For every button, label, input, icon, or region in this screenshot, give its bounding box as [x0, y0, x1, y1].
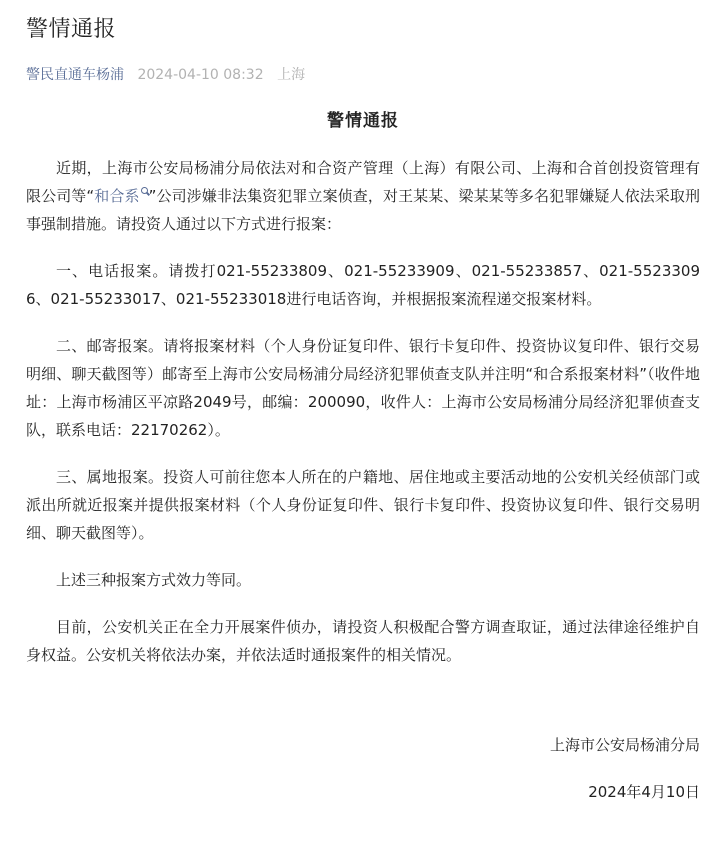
intro-paragraph — [26, 154, 700, 238]
keyword-link-text: 和合系 — [94, 187, 140, 205]
search-icon — [141, 187, 148, 194]
intro-text-before: 近期，上海市公安局杨浦分局依法对和合资产管理（上海）有限公司、上海和合首创投资管理有限公司等“ — [26, 159, 700, 205]
signature: 上海市公安局杨浦分局 — [549, 736, 700, 754]
article-title: 警情通报 — [26, 17, 117, 42]
intro-text-after: ”公司涉嫌非法集资犯罪立案侦查，对王某某、梁某某等多名犯罪嫌疑人依法采取刑事强制措施。请投资人通过以下方式进行报案： — [26, 187, 700, 233]
content-title: 警情通报 — [327, 111, 399, 131]
mail-report-paragraph: 二、邮寄报案。请将报案材料（个人身份证复印件、银行卡复印件、投资协议复印件、银行交易明细、聊天截图等）邮寄至上海市公安局杨浦分局经济犯罪侦查支队并注明“和合系报案材料”（收件地址：上海市杨浦区平凉路2049号，邮编：200090，收件人：上海市公安局杨浦分局经济犯罪侦查支队，联系电话：22170262）。 — [26, 337, 700, 439]
phone-report-paragraph: 一、电话报案。请拨打021-55233809、021-55233909、021-55233857、021-55233096、021-55233017、021-55233018进行电话咨询，并根据报案流程递交报案材料。 — [26, 262, 700, 308]
keyword-search-link[interactable] — [94, 187, 148, 205]
publish-time: 2024-04-10 08:32 — [137, 67, 264, 83]
equivalence-paragraph: 上述三种报案方式效力等同。 — [56, 571, 252, 589]
article-meta — [26, 65, 700, 85]
article-content — [26, 107, 700, 806]
account-name-link[interactable]: 警民直通车杨浦 — [26, 67, 124, 83]
issue-date: 2024年4月10日 — [588, 783, 700, 801]
closing-paragraph: 目前，公安机关正在全力开展案件侦办，请投资人积极配合警方调查取证，通过法律途径维护自身权益。公安机关将依法办案，并依法适时通报案件的相关情况。 — [26, 618, 700, 664]
local-report-paragraph: 三、属地报案。投资人可前往您本人所在的户籍地、居住地或主要活动地的公安机关经侦部门或派出所就近报案并提供报案材料（个人身份证复印件、银行卡复印件、投资协议复印件、银行交易明细、聊天截图等）。 — [26, 468, 700, 542]
publish-location: 上海 — [277, 67, 306, 83]
